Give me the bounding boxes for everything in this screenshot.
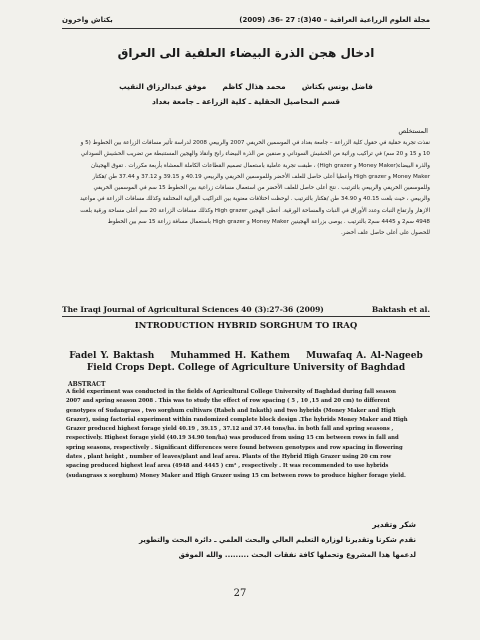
english-header-rule — [62, 316, 430, 317]
english-author-1: Fadel Y. Baktash — [69, 351, 155, 361]
arabic-abstract-line: نفذت تجربة حقلية في حقول كلية الزراعة – جامعة بغداد في الموسمين الخريفي 2007 والربيعي 2008 لدراسة تأثير مسافات الزراعة بين الخطوط (5 و — [80, 140, 430, 146]
arabic-abstract-line: والربيعي ، حيث بلغت 40.15 و 34.90 طن /هكتار بالترتيب . لوحظت اختلافات معنوية بين التراكيب الوراثية المختلفة وكذلك مسافات الزراعة في مواعيد — [80, 196, 430, 203]
acknowledgement-line: لدعمها هذا المشروع وتحملها كافة نفقات البحث ......... والله الموفق — [178, 551, 416, 559]
english-abstract-line: spacing produced highest leaf area (4948 and 4445 ) cm² , respectively . It was recommended to use hybrids — [66, 463, 389, 470]
arabic-authors — [62, 82, 430, 91]
english-abstract-line: genotypes of Sudangrass , two sorghum cultivars (Rabeh and Inkath) and two hybrids (Money Maker and High — [66, 407, 396, 414]
english-journal-header — [62, 305, 430, 314]
arabic-abstract-line: الازهار وارتفاع النبات وعدد الأوراق في النبات والمساحة الورقية. أعطى الهجين High grazer وكذلك مسافات الزراعة 20 سم أعلى مساحة ورقية بلغت — [80, 207, 430, 214]
english-author-3: Muwafaq A. Al-Nageeb — [306, 351, 423, 361]
acknowledgement-line: نقدم شكرنا وتقديرنا لوزارة التعليم العالي والبحث العلمي ـ دائرة البحث والتطوير — [138, 536, 416, 544]
arabic-title: ادخال هجن الذرة البيضاء العلفية الى العراق — [117, 46, 375, 60]
arabic-abstract-line: للحصول على أعلى حاصل علف أخضر. — [341, 230, 430, 237]
arabic-department: قسم المحاصيل الحقلية ـ كلية الزراعة ـ جامعة بغداد — [151, 97, 341, 106]
english-authors — [62, 351, 430, 361]
english-abstract-line: Grazer), using factorial experiment within randomized complete block design .The hybrids Money Maker and High — [66, 416, 408, 423]
arabic-abstract-line: 10 و 15 و 20 سم) في تراكيب وراثية من الحشيش السوداني و صنفين من الذرة البيضاء رابح وانقاذ والهجين المستنبطة من تضريب الحشيش السوداني — [80, 151, 430, 158]
arabic-abstract-line: Money Maker و High grazer وأعطيا أعلى حاصل للعلف الأخضر وللموسمين الخريفي والربيعي 40.19 و 39.15 و 37.12 و 37.44 طن /هكتار — [92, 173, 430, 180]
english-department: Field Crops Dept. College of Agriculture University of Baghdad — [86, 363, 406, 373]
english-abstract — [66, 388, 428, 481]
arabic-abstract-line: وللموسمين الخريفي والربيعي بالترتيب . نتج أعلى حاصل للعلف الأخضر من استعمال مسافات زراعية بين الخطوط 15 سم في الموسمين الخريفي — [93, 185, 430, 192]
english-journal-line: The Iraqi Journal of Agricultural Sciences 40 (3):27-36 (2009) — [62, 305, 324, 314]
running-header — [62, 14, 430, 26]
arabic-abstract-line: والذرة البيضاء(Money Maker و High grazer) ، طبقت تجربة عاملية باستعمال تصميم القطاعات الكاملة المعشاة بأربعة مكررات . تفوق الهجينان — [91, 162, 430, 169]
running-header-journal: مجلة العلوم الزراعية العراقية – 40(3): 27 -36، (2009) — [239, 16, 430, 24]
header-rule — [62, 28, 430, 29]
english-title: INTRODUCTION HYBRID SORGHUM TO IRAQ — [134, 321, 358, 331]
arabic-author-3: موفق عبدالرزاق النقيب — [119, 82, 207, 91]
english-author-2: Muhammed H. Kathem — [170, 351, 290, 361]
english-abstract-line: 2007 and spring season 2008 . This was to study the effect of row spacing ( 5 , 10 ,15 and 20 cm) to different — [66, 398, 390, 405]
acknowledgement-text — [62, 533, 416, 563]
english-abstract-line: Grazer produced highest forage yield 40.19 , 39.15 , 37.12 and 37.44 tons/ha. in both fall and spring seasons , — [66, 426, 394, 433]
english-abstract-heading: ABSTRACT — [68, 381, 106, 388]
english-abstract-line: dates , plant height , number of leaves/plant and leaf area. Plants of the Hybrid High Grazer using 20 cm row — [66, 454, 392, 461]
arabic-abstract — [62, 138, 430, 240]
page-number: 27 — [233, 588, 247, 599]
english-authors-short: Baktash et al. — [371, 305, 430, 314]
english-abstract-line: (sudangrass x sorghum) Money Maker and High Grazer using 15 cm between rows to produce higher forage yield. — [66, 472, 406, 479]
english-abstract-line: respectively. Highest forage yield (40.19 34.90 ton/ha) was produced from using 15 cm between rows in fall and — [66, 435, 399, 442]
arabic-abstract-line: 4948 سم2 و 4445 سم2 بالترتيب . يوصى بزراعة الهجينين Money Maker و High grazer باستعمال مسافة زراعة 15 سم بين الخطوط — [107, 219, 430, 226]
running-header-authors: بكتاش واخرون — [62, 16, 113, 24]
arabic-author-2: محمد هذال كاظم — [222, 82, 286, 91]
acknowledgement-heading: شكر وتقدير — [372, 520, 416, 529]
arabic-abstract-heading: المستخلص — [398, 127, 428, 135]
english-abstract-line: A field experiment was conducted in the fields of Agricultural College University of Baghdad during fall season — [66, 389, 396, 395]
english-abstract-line: spring seasons, respectively . Significant differences were found between genotypes and row spacing in flowering — [66, 444, 403, 451]
arabic-author-1: فاضل يونس بكتاش — [301, 82, 373, 91]
